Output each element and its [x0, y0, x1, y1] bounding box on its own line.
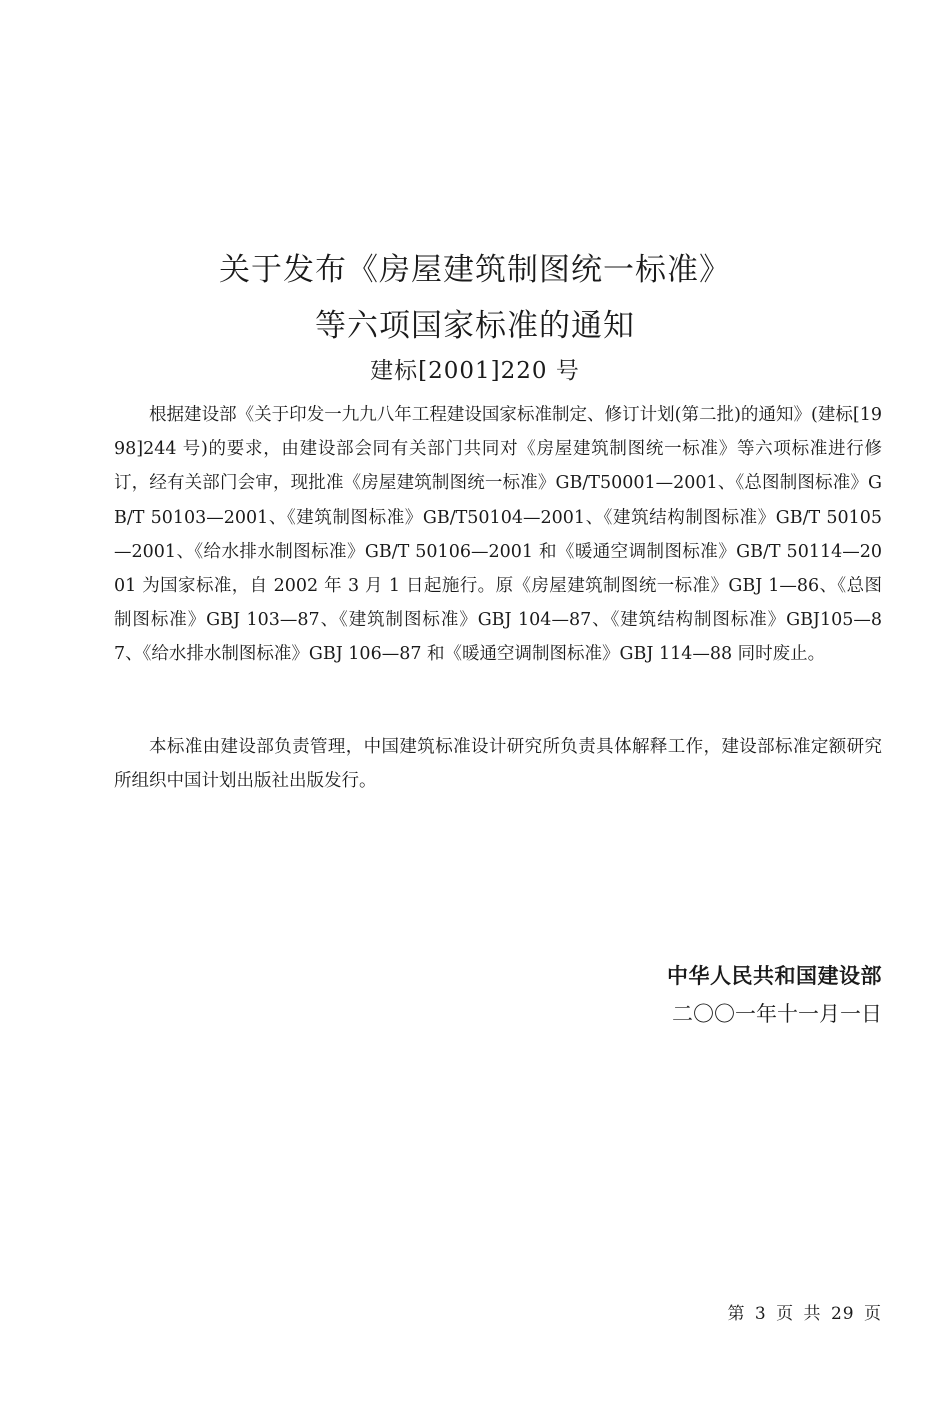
document-number: 建标[2001]220 号: [370, 358, 580, 384]
issuer-signature: 中华人民共和国建设部: [667, 964, 882, 988]
issue-date: 二〇〇一年十一月一日: [672, 1002, 882, 1026]
body-paragraph-2: 本标准由建设部负责管理，中国建筑标准设计研究所负责具体解释工作，建设部标准定额研究所组织中国计划出版社出版发行。: [114, 737, 882, 792]
page-indicator: 第 3 页 共 29 页: [727, 1304, 882, 1324]
body-paragraph-1: 根据建设部《关于印发一九九八年工程建设国家标准制定、修订计划(第二批)的通知》(建标[1998]244 号)的要求，由建设部会同有关部门共同对《房屋建筑制图统一标准》等六项标准进行修订，经有关部门会审，现批准《房屋建筑制图统一标准》GB/T50001—2001、《总图制图标准》GB/T 50103—2001、《建筑制图标准》GB/T50104—2001、《建筑结构制图标准》GB/T 50105—2001、《给水排水制图标准》GB/T 50106—2001 和《暖通空调制图标准》GB/T 50114—2001 为国家标准，自 2002 年 3 月 1 日起施行。原《房屋建筑制图统一标准》GBJ 1—86、《总图制图标准》GBJ 103—87、《建筑制图标准》GBJ 104—87、《建筑结构制图标准》GBJ105—87、《给水排水制图标准》GBJ 106—87 和《暖通空调制图标准》GBJ 114—88 同时废止。: [114, 405, 882, 665]
document-title-line-1: 关于发布《房屋建筑制图统一标准》: [219, 252, 731, 288]
document-title-line-2: 等六项国家标准的通知: [315, 308, 635, 344]
